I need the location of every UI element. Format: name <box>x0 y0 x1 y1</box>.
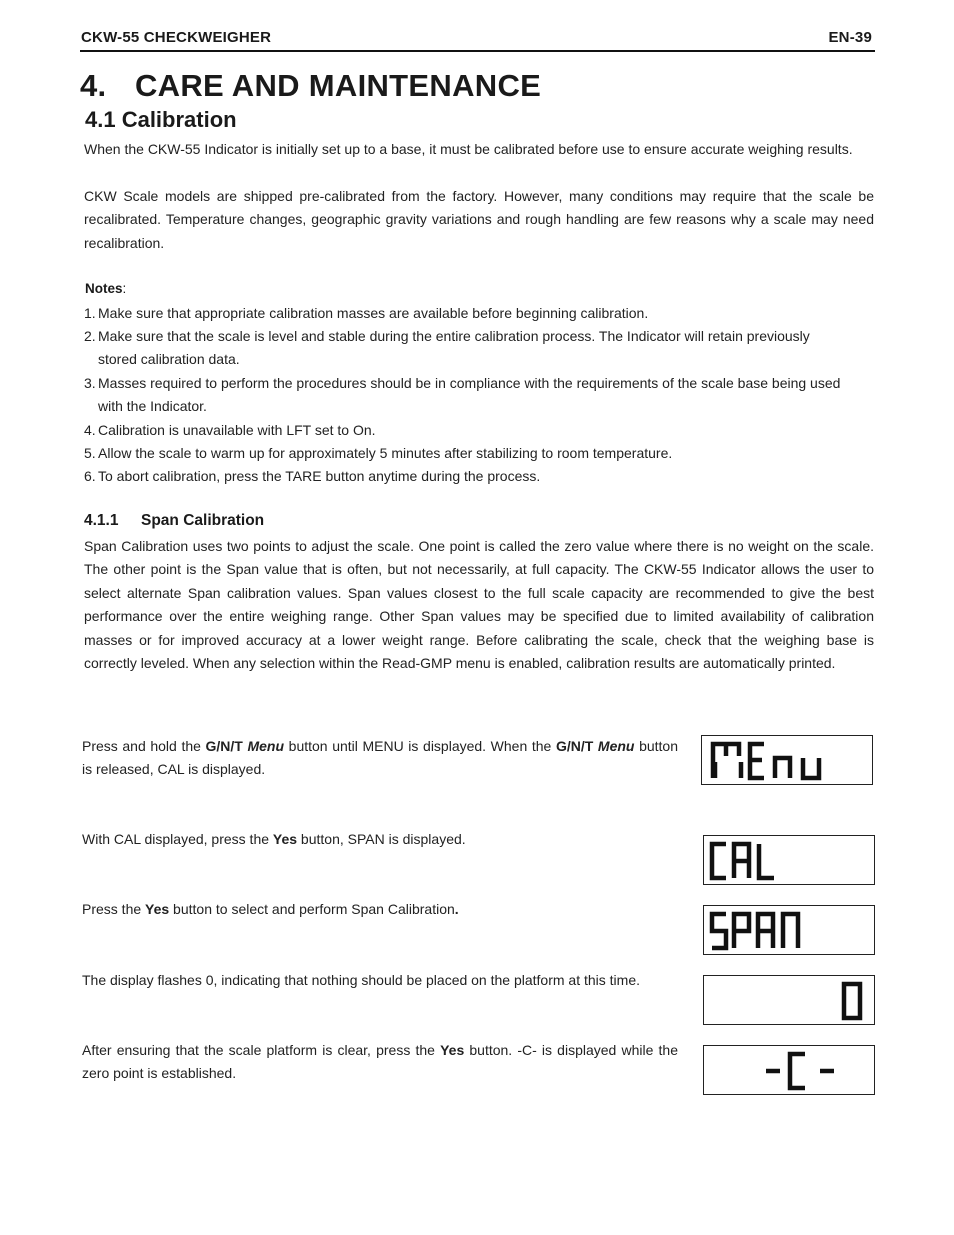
intro-paragraph: When the CKW-55 Indicator is initially set up to a base, it must be calibrated before use to ensure accurate weighing results. <box>84 141 853 157</box>
step-zero: The display flashes 0, indicating that nothing should be placed on the platform at this time. <box>82 972 641 988</box>
note-item: 3. Masses required to perform the procedures should be in compliance with the requirements of the scale base being used with the Indicator. <box>84 375 841 415</box>
note-item: 6. To abort calibration, press the TARE button anytime during the process. <box>84 468 541 484</box>
lcd-display-span <box>703 905 875 955</box>
chapter-number: 4. <box>80 68 107 103</box>
subsection-title: Span Calibration <box>141 512 265 529</box>
lcd-display-menu <box>701 735 873 785</box>
note-item: 5. Allow the scale to warm up for approximately 5 minutes after stabilizing to room temperature. <box>84 445 673 461</box>
lcd-c-glyphs <box>704 1046 874 1094</box>
section-heading: 4.1 Calibration <box>85 107 237 132</box>
header-rule <box>80 50 875 52</box>
page-number: EN-39 <box>828 29 872 46</box>
notes-label: Notes: <box>85 281 127 296</box>
subsection-number: 4.1.1 <box>84 512 119 529</box>
lcd-menu-glyphs <box>702 736 872 784</box>
chapter-title: CARE AND MAINTENANCE <box>135 68 542 103</box>
lcd-display-cal <box>703 835 875 885</box>
page-header-title: CKW-55 CHECKWEIGHER <box>81 29 272 46</box>
note-item: 2. Make sure that the scale is level and stable during the entire calibration process. The Indicator will retain previously stored calibration data. <box>84 328 810 368</box>
note-item: 1. Make sure that appropriate calibration masses are available before beginning calibration. <box>84 305 649 321</box>
precal-paragraph: CKW Scale models are shipped pre-calibrated from the factory. However, many conditions may require that the scale be recalibrated. Temperature changes, geographic gravity variations and rough handling are few reasons why a scale may need recalibration. <box>84 188 874 251</box>
lcd-cal-glyphs <box>704 836 874 884</box>
lcd-span-glyphs <box>704 906 874 954</box>
span-calibration-paragraph: Span Calibration uses two points to adjust the scale. One point is called the zero value where there is no weight on the scale. The other point is the Span value that is often, but not necessarily, at full capacity. The CKW-55 Indicator allows the user to select alternate Span calibration values. Span values closest to the full scale capacity are recommended to give the best performance over the entire weighing range. Other Span values may be specified due to limited availability of calibration masses or for improved accuracy at a lower weight range. Before calibrating the scale, check that the weighing base is correctly leveled. When any selection within the Read-GMP menu is enabled, calibration results are automatically printed. <box>84 538 874 672</box>
lcd-display-c <box>703 1045 875 1095</box>
lcd-zero-glyph <box>704 976 874 1024</box>
step-c: After ensuring that the scale platform is clear, press the Yes button. -C- is displayed while the zero point is established. <box>82 1042 678 1082</box>
note-item: 4. Calibration is unavailable with LFT set to On. <box>84 422 376 438</box>
step-menu: Press and hold the G/N/T Menu button until MENU is displayed. When the G/N/T Menu button is released, CAL is displayed. <box>82 738 679 778</box>
step-cal: With CAL displayed, press the Yes button, SPAN is displayed. <box>82 831 466 847</box>
step-span: Press the Yes button to select and perform Span Calibration. <box>82 901 459 917</box>
chapter-heading <box>80 68 541 104</box>
lcd-display-zero <box>703 975 875 1025</box>
subsection-heading <box>84 512 264 530</box>
